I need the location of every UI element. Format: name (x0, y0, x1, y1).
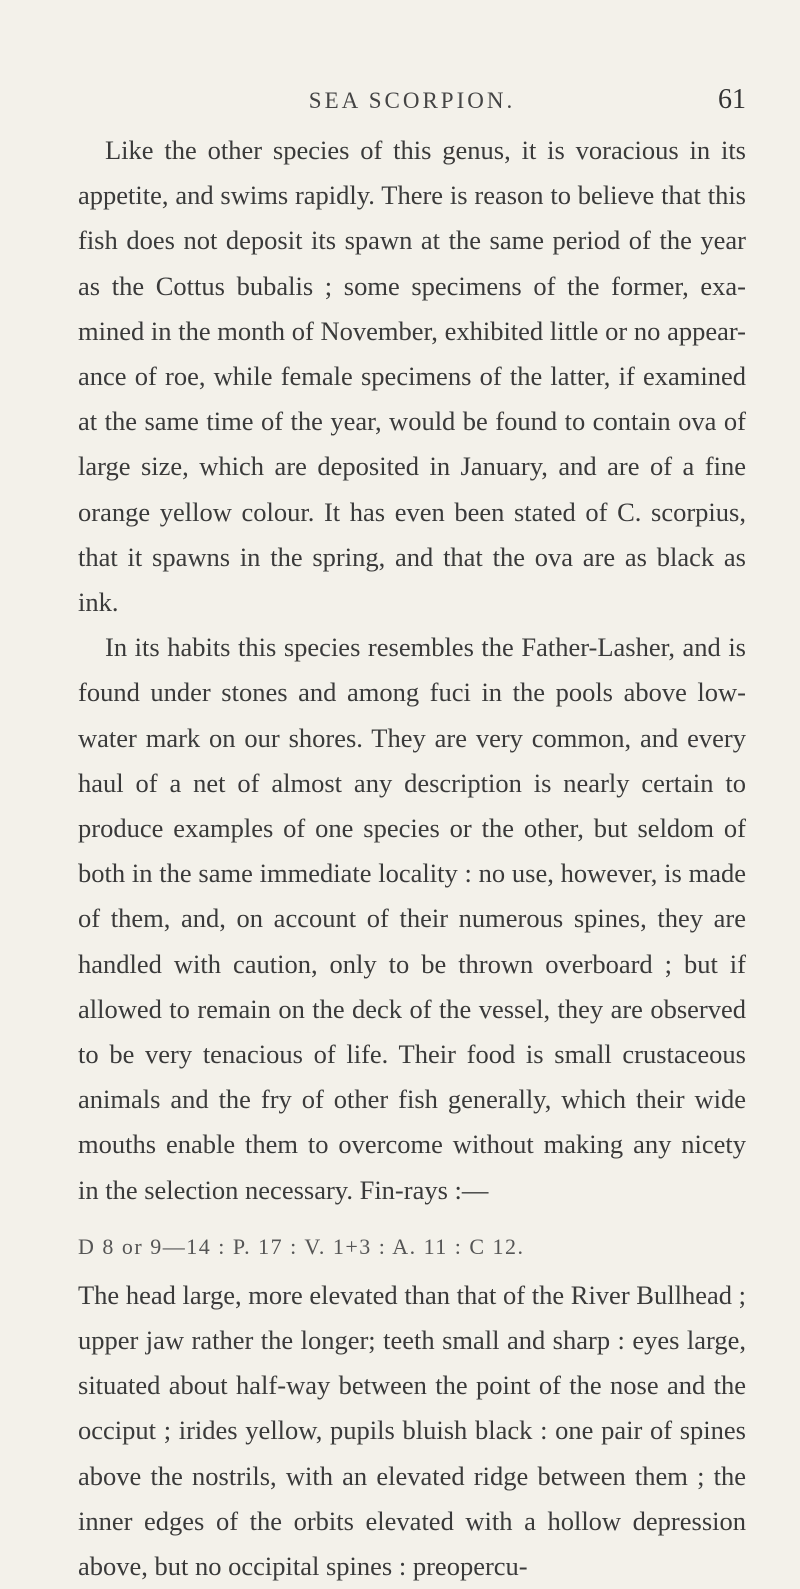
paragraph-habits: In its habits this species resembles the Father-Lasher, and is found under stones and among fuci in the pools above low- water mark on our shores. They are very common, and every haul of a net of almost any description is nearly certain to produce examples of one species or the other, but seldom of both in the same immediate locality : no use, however, is made of them, and, on account of their numerous spines, they are handled with caution, only to be thrown overboard ; but if allowed to remain on the deck of the vessel, they are observed to be very tenacious of life. Their food is small crustaceous animals and the fry of other fish generally, which their wide mouths enable them to overcome without making any nicety in the selection necessary. Fin-rays :— (78, 632, 746, 1205)
page-number: 61 (718, 84, 746, 115)
paragraph-description: The head large, more elevated than that of the River Bullhead ; upper jaw rather the longer; teeth small and sharp : eyes large, situated about half-way between the point of the nose and the occiput ; irides yellow, pupils bluish black : one pair of spines above the nostrils, with an elevated ridge between them ; the inner edges of the orbits elevated with a hollow depression above, but no occipital spines : preopercu- (78, 1279, 746, 1582)
paragraph-spawning: Like the other species of this genus, it is voracious in its appetite, and swims rapidly. There is reason to believe that this fish does not deposit its spawn at the same period of the year as the Cottus bubalis ; some specimens of the former, exa- mined in the month of November, exhibited little or no appear- ance of roe, while female specimens of the latter, if examined at the same time of the year, would be found to contain ova of large size, which are deposited in January, and are of a fine orange yellow colour. It has even been stated of C. scorpius, that it spawns in the spring, and that the ova are as black as ink. (78, 135, 746, 618)
running-title: SEA SCORPION. (308, 88, 516, 113)
fin-ray-formula: D 8 or 9—14 : P. 17 : V. 1+3 : A. 11 : C 12. (78, 1233, 525, 1259)
body-text (78, 128, 746, 1589)
page-header (78, 84, 746, 124)
